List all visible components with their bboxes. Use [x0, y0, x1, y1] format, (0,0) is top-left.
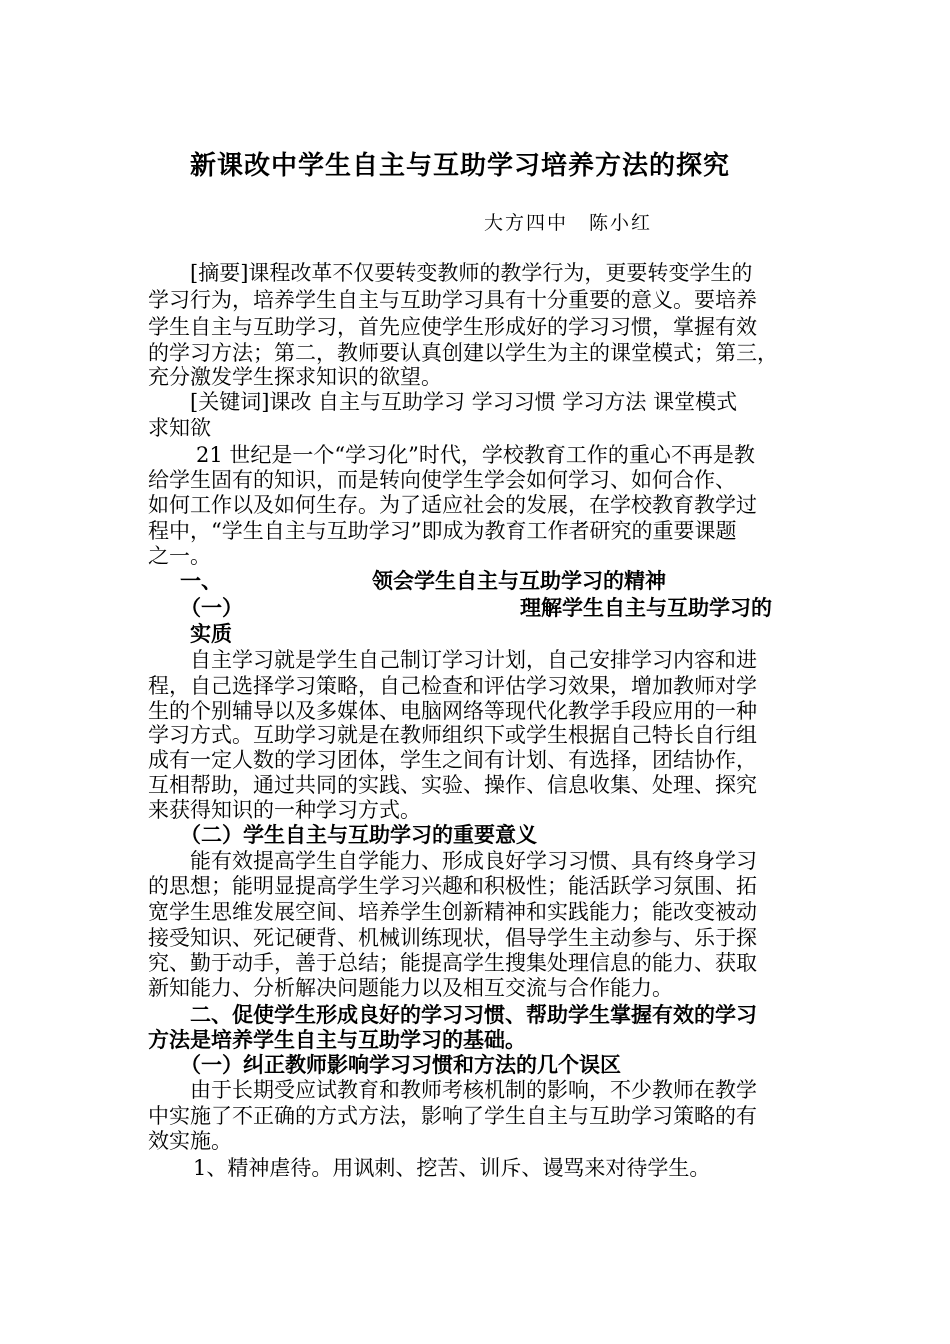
- body-line: 程，自己选择学习策略，自己检查和评估学习效果，增加教师对学: [148, 674, 757, 698]
- body-line: 的思想；能明显提高学生学习兴趣和积极性；能活跃学习氛围、拓: [148, 874, 757, 898]
- body-line: 新知能力、分析解决问题能力以及相互交流与合作能力。: [148, 976, 673, 1000]
- body-line: 宽学生思维发展空间、培养学生创新精神和实践能力；能改变被动: [148, 900, 757, 924]
- intro-line: 给学生固有的知识，而是转向使学生学会如何学习、如何合作、: [148, 468, 736, 492]
- intro-line: 程中，“学生自主与互助学习”即成为教育工作者研究的重要课题: [148, 519, 737, 543]
- body-line: 成有一定人数的学习团体，学生之间有计划、有选择，团结协作，: [148, 748, 757, 772]
- abstract-line: 的学习方法；第二，教师要认真创建以学生为主的课堂模式；第三，: [148, 341, 778, 365]
- abstract-line: 学生自主与互助学习，首先应使学生形成好的学习习惯，掌握有效: [148, 315, 757, 339]
- body-line: 来获得知识的一种学习方式。: [148, 798, 421, 822]
- body-line: 接受知识、死记硬背、机械训练现状，倡导学生主动参与、乐于探: [148, 926, 757, 950]
- subsection-heading: （二）学生自主与互助学习的重要意义: [180, 822, 537, 847]
- document-title: 新课改中学生自主与互助学习培养方法的探究: [190, 151, 731, 181]
- body-line: 生的个别辅导以及多媒体、电脑网络等现代化教学手段应用的一种: [148, 699, 757, 723]
- abstract-line: 充分激发学生探求知识的欲望。: [148, 365, 442, 389]
- body-line: 能有效提高学生自学能力、形成良好学习习惯、具有终身学习: [190, 849, 757, 873]
- body-line: 由于长期受应试教育和教师考核机制的影响，不少教师在教学: [190, 1078, 757, 1102]
- body-line: 效实施。: [148, 1129, 232, 1153]
- intro-line: 如何工作以及如何生存。为了适应社会的发展，在学校教育教学过: [148, 493, 757, 517]
- keywords-line: 求知欲: [148, 416, 211, 440]
- abstract-line: [摘要]课程改革不仅要转变教师的教学行为，更要转变学生的: [190, 261, 753, 285]
- subsection-heading: 理解学生自主与互助学习的: [520, 595, 772, 620]
- body-line: 自主学习就是学生自己制订学习计划，自己安排学习内容和进: [190, 648, 757, 672]
- body-line: 究、勤于动手，善于总结；能提高学生搜集处理信息的能力、获取: [148, 951, 757, 975]
- author-line: 大方四中 陈小红: [484, 212, 653, 234]
- section-heading: 领会学生自主与互助学习的精神: [372, 568, 666, 593]
- abstract-line: 学习行为，培养学生自主与互助学习具有十分重要的意义。要培养: [148, 288, 757, 312]
- subsection-heading-cont: 实质: [190, 621, 232, 646]
- section-heading-cont: 方法是培养学生自主与互助学习的基础。: [148, 1027, 526, 1052]
- intro-line: 21 世纪是一个“学习化”时代，学校教育工作的重心不再是教: [196, 443, 755, 467]
- intro-line: 之一。: [148, 544, 211, 568]
- body-line: 中实施了不正确的方式方法，影响了学生自主与互助学习策略的有: [148, 1104, 757, 1128]
- subsection-heading: （一）纠正教师影响学习习惯和方法的几个误区: [180, 1052, 621, 1077]
- section-heading: 二、促使学生形成良好的学习习惯、帮助学生掌握有效的学习: [190, 1002, 757, 1027]
- list-item: 1、精神虐待。用讽刺、挖苦、训斥、谩骂来对待学生。: [193, 1156, 711, 1180]
- body-line: 学习方式。互助学习就是在教师组织下或学生根据自己特长自行组: [148, 723, 757, 747]
- subsection-number: （一）: [180, 595, 243, 620]
- keywords-line: [关键词]课改 自主与互助学习 学习习惯 学习方法 课堂模式: [190, 390, 738, 414]
- section-number: 一、: [180, 568, 222, 593]
- body-line: 互相帮助，通过共同的实践、实验、操作、信息收集、处理、探究: [148, 773, 757, 797]
